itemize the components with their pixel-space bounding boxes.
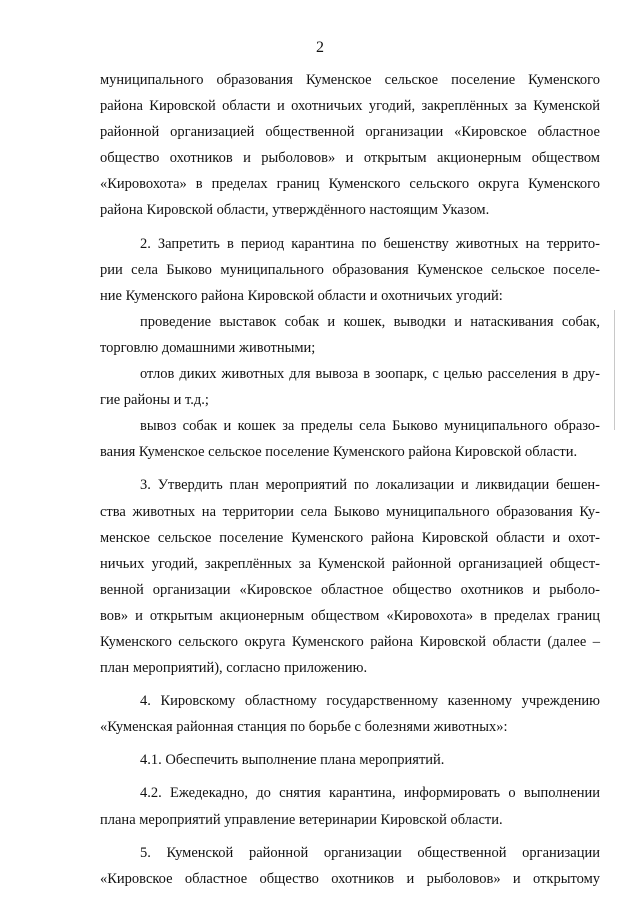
- paragraph-gap: [100, 740, 600, 747]
- paragraph-gap: [100, 465, 600, 472]
- text-line: проведение выставок собак и кошек, выводки и натаскивания собак,: [140, 313, 600, 330]
- paragraph-gap: [100, 833, 600, 840]
- text-line: ничьих угодий, закреплённых за Куменской районной организацией общест-: [100, 555, 600, 572]
- text-line: района Кировской области, утверждённого настоящим Указом.: [100, 202, 490, 219]
- text-line: 5. Куменской районной организации общественной организации: [140, 844, 600, 861]
- text-line: плана мероприятий управление ветеринарии Кировской области.: [100, 811, 503, 828]
- text-line: 4.2. Ежедекадно, до снятия карантина, информировать о выполнении: [140, 785, 600, 802]
- text-line: вов» и открытым акционерным обществом «Кировохота» в пределах границ: [100, 607, 600, 624]
- text-line: венной организации «Кировское областное общество охотников и рыболо-: [100, 581, 600, 598]
- text-line: «Куменская районная станция по борьбе с болезнями животных»:: [100, 719, 508, 736]
- text-line: ние Куменского района Кировской области и охотничьих угодий:: [100, 287, 503, 304]
- text-line: 4. Кировскому областному государственному казенному учреждению: [140, 693, 600, 710]
- text-line: 4.1. Обеспечить выполнение плана мероприятий.: [140, 752, 445, 769]
- text-line: торговлю домашними животными;: [100, 339, 316, 356]
- paragraph-gap: [100, 681, 600, 688]
- paragraph-gap: [100, 224, 600, 231]
- scan-edge-mark: [614, 310, 615, 430]
- text-line: план мероприятий), согласно приложению.: [100, 660, 368, 677]
- paragraph-gap: [100, 773, 600, 780]
- page-number: 2: [316, 39, 324, 56]
- text-line: рии села Быково муниципального образования Куменское сельское поселе-: [100, 261, 600, 278]
- text-line: 2. Запретить в период карантина по бешенству животных на террито-: [140, 235, 600, 252]
- text-line: менское сельское поселение Куменского района Кировской области и охот-: [100, 529, 600, 546]
- text-line: отлов диких животных для вывоза в зоопарк, с целью расселения в дру-: [140, 366, 600, 383]
- text-line: «Кировское областное общество охотников и рыболовов» и открытому: [100, 870, 600, 887]
- text-line: общество охотников и рыболовов» и открытым акционерным обществом: [100, 150, 600, 167]
- text-line: Куменского сельского округа Куменского района Кировской области (далее –: [100, 633, 600, 650]
- text-line: «Кировохота» в пределах границ Куменского сельского округа Куменского: [100, 176, 600, 193]
- text-line: районной организацией общественной организации «Кировское областное: [100, 124, 600, 141]
- text-line: вывоз собак и кошек за пределы села Быково муниципального образо-: [140, 418, 600, 435]
- text-line: района Кировской области и охотничьих угодий, закреплённых за Куменской: [100, 98, 600, 115]
- text-line: вания Куменское сельское поселение Куменского района Кировской области.: [100, 444, 578, 461]
- text-line: муниципального образования Куменское сельское поселение Куменского: [100, 72, 600, 88]
- text-line: гие районы и т.д.;: [100, 392, 209, 409]
- text-line: ства животных на территории села Быково муниципального образования Ку-: [100, 503, 600, 520]
- text-line: 3. Утвердить план мероприятий по локализации и ликвидации бешен-: [140, 477, 600, 494]
- document-body: [100, 67, 600, 892]
